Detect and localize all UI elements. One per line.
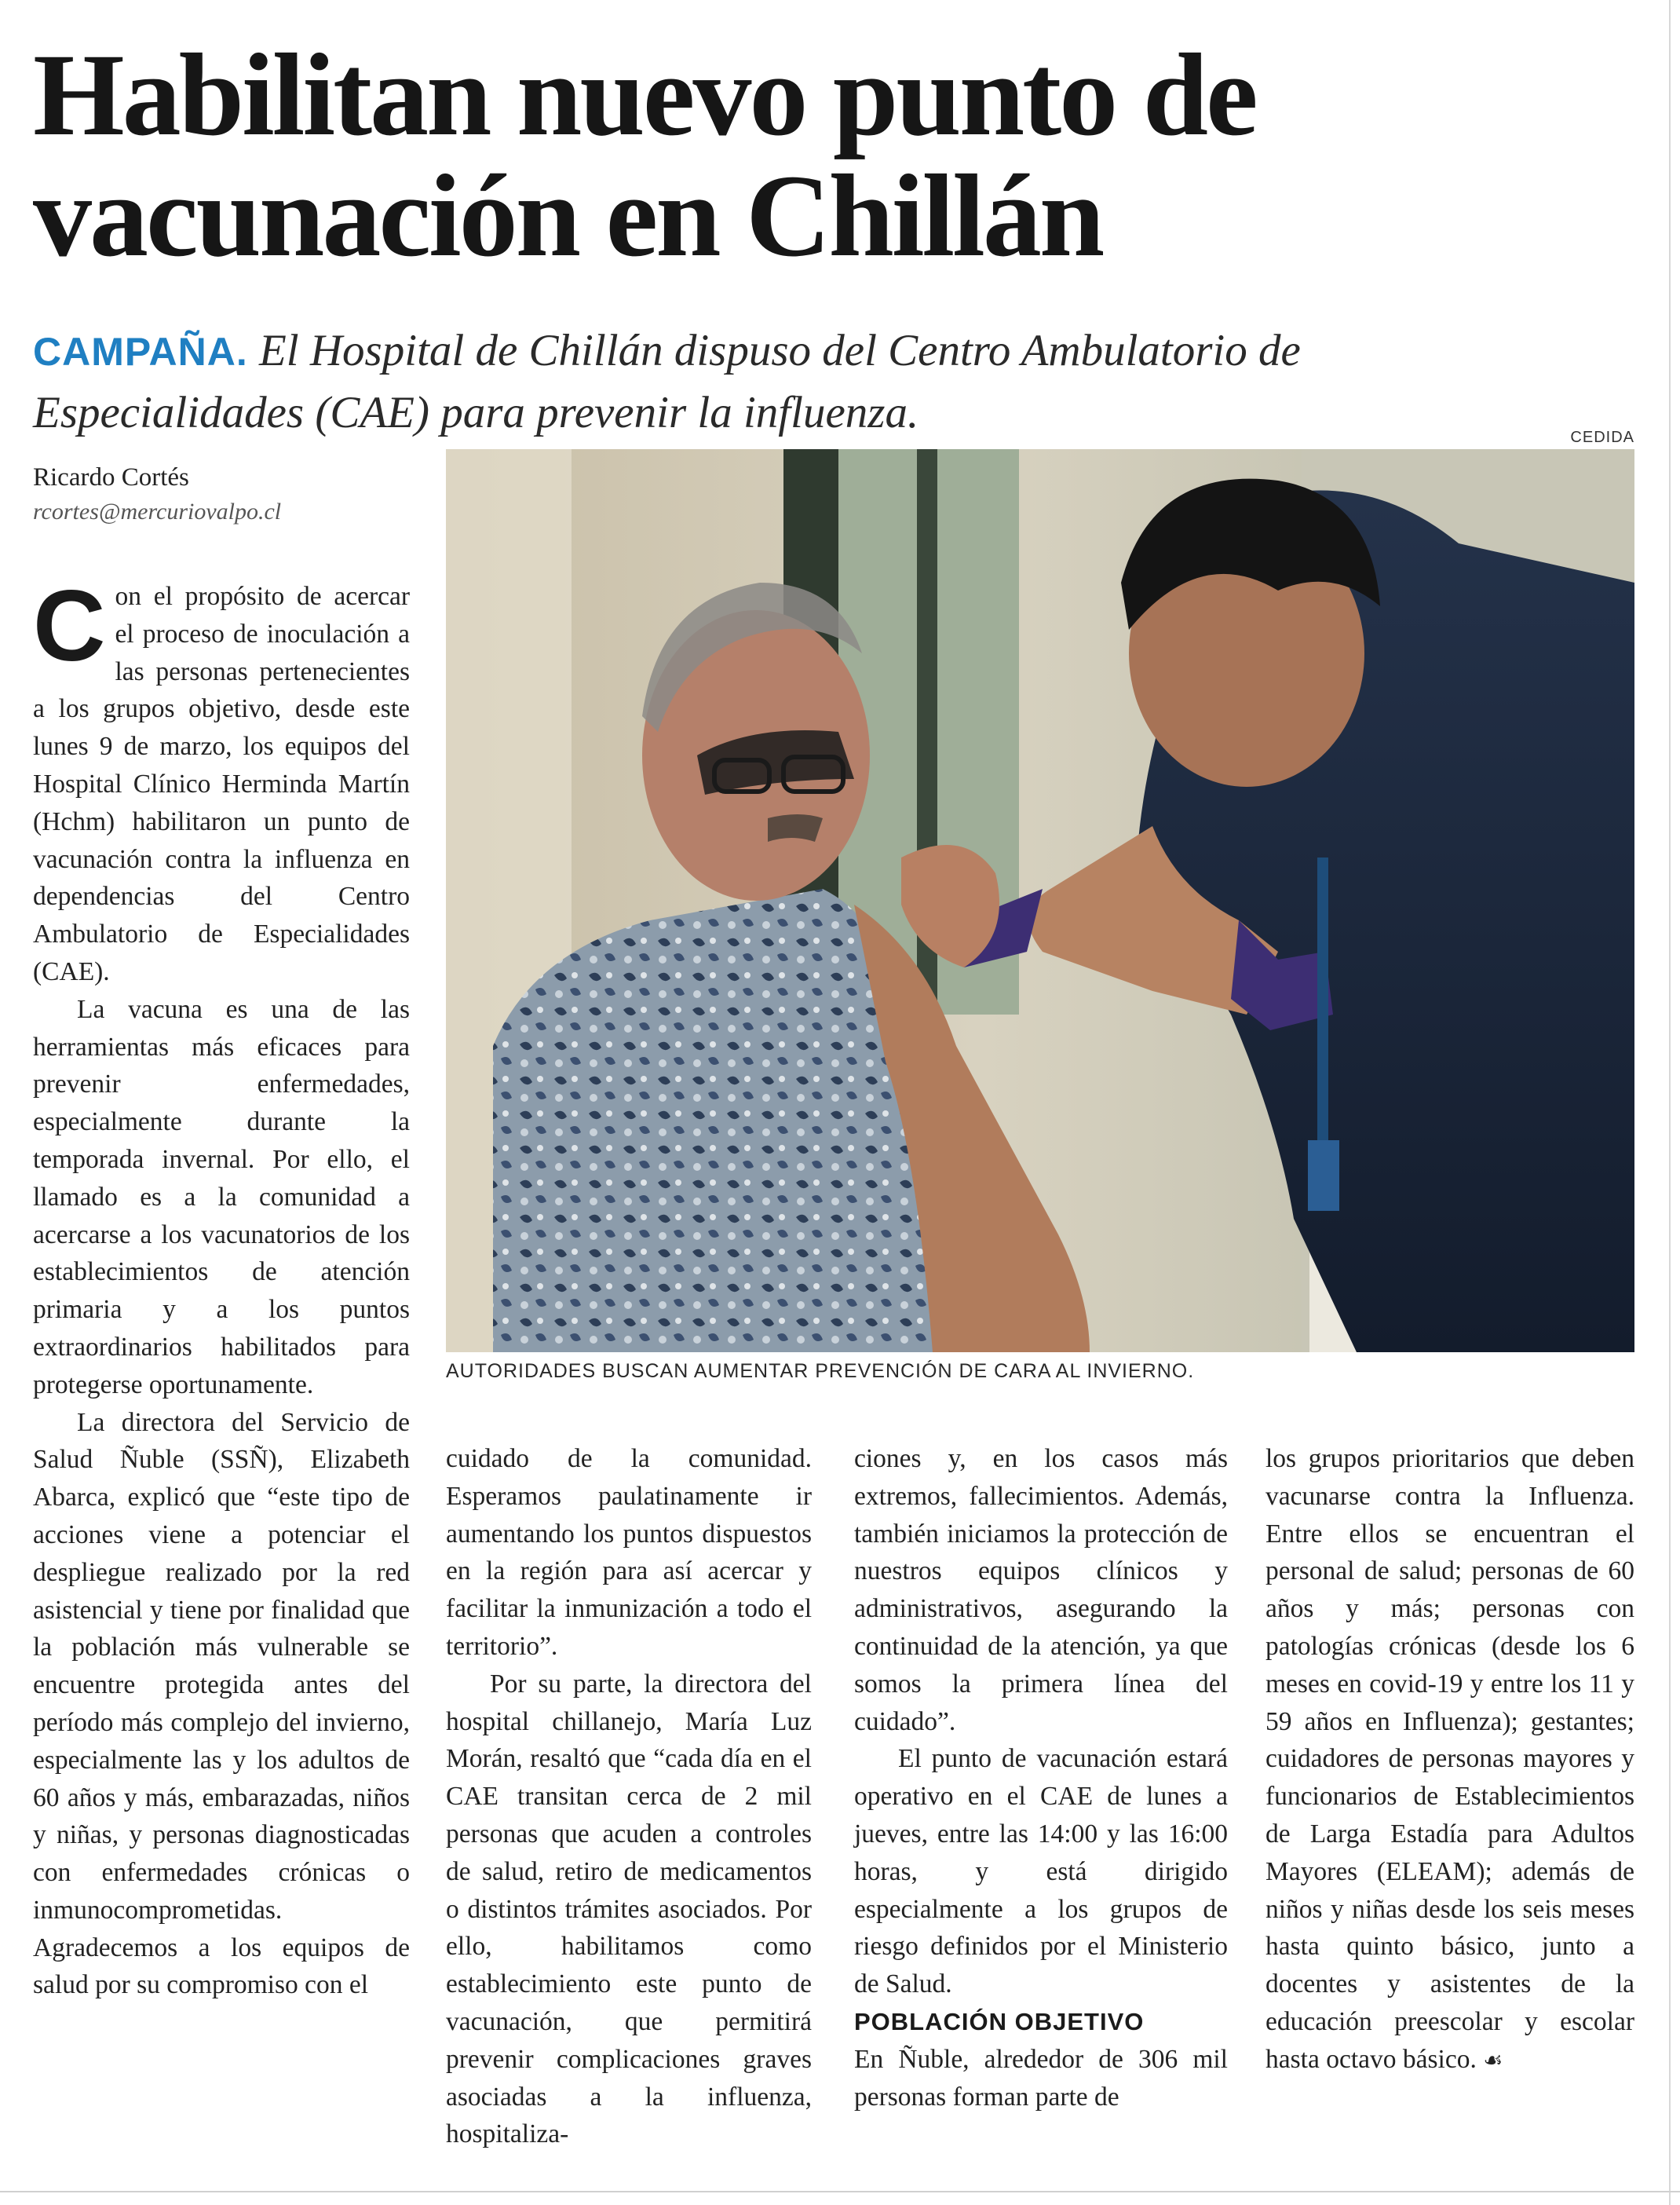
article-column-3 (854, 1440, 1228, 2116)
paragraph-4: Por su parte, la directora del hospital chillanejo, María Luz Morán, resaltó que “cada día en el CAE transitan cerca de 2 mil personas que acuden a controles de salud, retiro de medicamentos o distintos trámites asociados. Por ello, habilitamos como establecimiento este punto de vacunación, que permitirá prevenir complicaciones graves asociadas a la influenza, hospitaliza- (446, 1669, 812, 2149)
paragraph-6-continued (1265, 1440, 1634, 2079)
article-photo (446, 449, 1634, 1352)
article-column-4 (1265, 1440, 1634, 2079)
section-kicker: CAMPAÑA. (33, 330, 248, 374)
bottom-page-rule (0, 2191, 1680, 2192)
paragraph-6-continued-text: los grupos prioritarios que deben vacunarse contra la Influenza. Entre ellos se encuentran el personal de salud; personas de 60 años y más; personas con patologías crónicas (desde los 6 meses en covid-19 y entre los 11 y 59 años en Influenza); gestantes; cuidadores de personas mayores y funcionarios de Establecimientos de Larga Estadía para Adultos Mayores (ELEAM); además de niños y niñas desde los seis meses hasta quinto básico, junto a docentes y asistentes de la educación preescolar y escolar hasta octavo básico. (1265, 1444, 1634, 2074)
photo-credit: CEDIDA (1570, 429, 1634, 446)
photo-caption: AUTORIDADES BUSCAN AUMENTAR PREVENCIÓN DE CARA AL INVIERNO. (446, 1360, 1195, 1382)
author-email: rcortes@mercuriovalpo.cl (33, 499, 282, 525)
paragraph-6: En Ñuble, alrededor de 306 mil personas forman parte de (854, 2044, 1228, 2112)
byline (33, 460, 281, 529)
deck (33, 320, 1540, 444)
drop-cap: C (33, 570, 106, 682)
headline-line-2: vacunación en Chillán (33, 151, 1103, 281)
right-page-rule (1669, 0, 1671, 2205)
headline-line-1: Habilitan nuevo punto de (33, 30, 1256, 160)
paragraph-1 (33, 570, 410, 991)
author-name: Ricardo Cortés (33, 463, 189, 492)
paragraph-1-text: on el propósito de acercar el proceso de inoculación a las personas pertenecientes a los grupos objetivo, desde este lunes 9 de marzo, los equipos del Hospital Clínico Herminda Martín (Hchm) habilitaron un punto de vacunación contra la influenza en dependencias del Centro Ambulatorio de Especialidades (CAE). (33, 582, 410, 986)
end-mark-icon: ☙ (1483, 2046, 1503, 2073)
deck-text: El Hospital de Chillán dispuso del Centro Ambulatorio de Especialidades (CAE) para prevenir la influenza. (33, 326, 1301, 437)
paragraph-5: El punto de vacunación estará operativo en el CAE de lunes a jueves, entre las 14:00 y las 16:00 horas, y está dirigido especialmente a los grupos de riesgo definidos por el Ministerio de Salud. (854, 1744, 1228, 1999)
subheading-poblacion-objetivo: POBLACIÓN OBJETIVO (854, 2007, 1145, 2035)
vaccination-photo-illustration (446, 449, 1634, 1352)
paragraph-2: La vacuna es una de las herramientas más eficaces para prevenir enfermedades, especialmente durante la temporada invernal. Por ello, el llamado es a la comunidad a acercarse a los vacunatorios de los establecimientos de atención primaria y a los puntos extraordinarios habilitados para protegerse oportunamente. (33, 994, 410, 1399)
paragraph-4-continued: ciones y, en los casos más extremos, fallecimientos. Además, también iniciamos la protección de nuestros equipos clínicos y administrativos, asegurando la continuidad de la atención, ya que somos la primera línea del cuidado”. (854, 1444, 1228, 1736)
article-column-2 (446, 1440, 812, 2153)
headline (33, 30, 1634, 281)
paragraph-3-continued: cuidado de la comunidad. Esperamos paulatinamente ir aumentando los puntos dispuestos en la región para así acercar y facilitar la inmunización a todo el territorio”. (446, 1444, 812, 1661)
article-column-1 (33, 570, 410, 2004)
paragraph-3: La directora del Servicio de Salud Ñuble (SSÑ), Elizabeth Abarca, explicó que “este tipo de acciones viene a potenciar el despliegue realizado por la red asistencial y tiene por finalidad que la población más vulnerable se encuentre protegida antes del período más complejo del invierno, especialmente las y los adultos de 60 años y más, embarazadas, niños y niñas, y personas diagnosticadas con enfermedades crónicas o inmunocomprometidas. Agradecemos a los equipos de salud por su compromiso con el (33, 1407, 410, 2000)
